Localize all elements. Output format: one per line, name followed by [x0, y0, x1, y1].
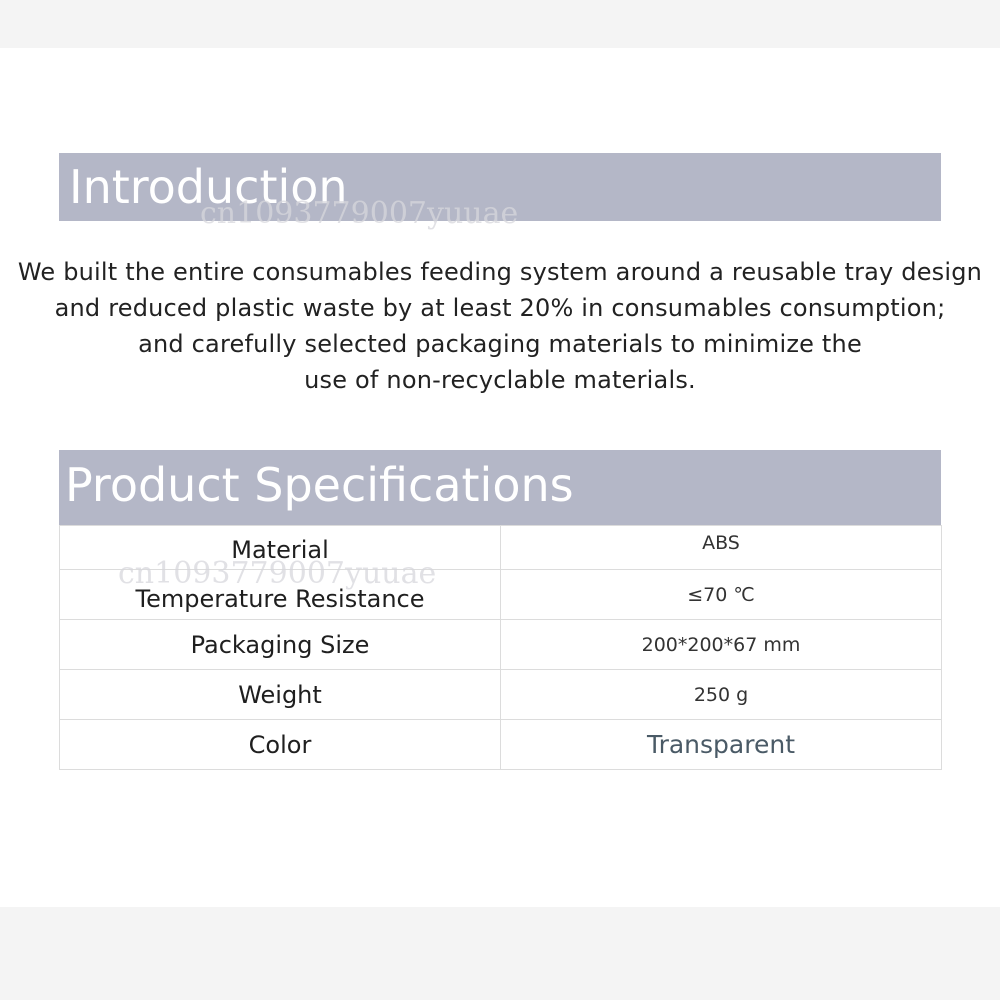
spec-label: Weight — [60, 670, 501, 720]
introduction-text — [0, 254, 1000, 398]
intro-line-1: We built the entire consumables feeding system around a reusable tray design — [17, 258, 983, 286]
spec-row-temperature — [60, 570, 942, 620]
watermark-text: cn1093779007yuuae — [200, 196, 519, 231]
spec-row-weight — [60, 670, 942, 720]
spec-label: Temperature Resistance — [60, 570, 501, 620]
intro-line-4: use of non-recyclable materials. — [304, 366, 696, 394]
spec-row-material — [60, 526, 942, 570]
spec-row-color — [60, 720, 942, 770]
spec-value: ABS — [501, 526, 942, 570]
spec-value: 250 g — [501, 670, 942, 720]
spec-row-packaging-size — [60, 620, 942, 670]
top-band — [0, 0, 1000, 48]
spec-label: Color — [60, 720, 501, 770]
introduction-header — [59, 153, 941, 221]
spec-label: Material — [60, 526, 501, 570]
spec-value: Transparent — [501, 720, 942, 770]
bottom-band — [0, 907, 1000, 1000]
specifications-header — [59, 450, 941, 525]
introduction-title: Introduction — [69, 160, 348, 214]
spec-value: ≤70 ℃ — [501, 570, 942, 620]
spec-value: 200*200*67 mm — [501, 620, 942, 670]
intro-line-2: and reduced plastic waste by at least 20% in consumables consumption; — [54, 294, 946, 322]
intro-line-3: and carefully selected packaging materials to minimize the — [138, 330, 862, 358]
spec-label: Packaging Size — [60, 620, 501, 670]
specifications-table — [59, 525, 942, 770]
specifications-title: Product Specifications — [65, 458, 574, 512]
watermark-text: cn1093779007yuuae — [118, 556, 437, 591]
